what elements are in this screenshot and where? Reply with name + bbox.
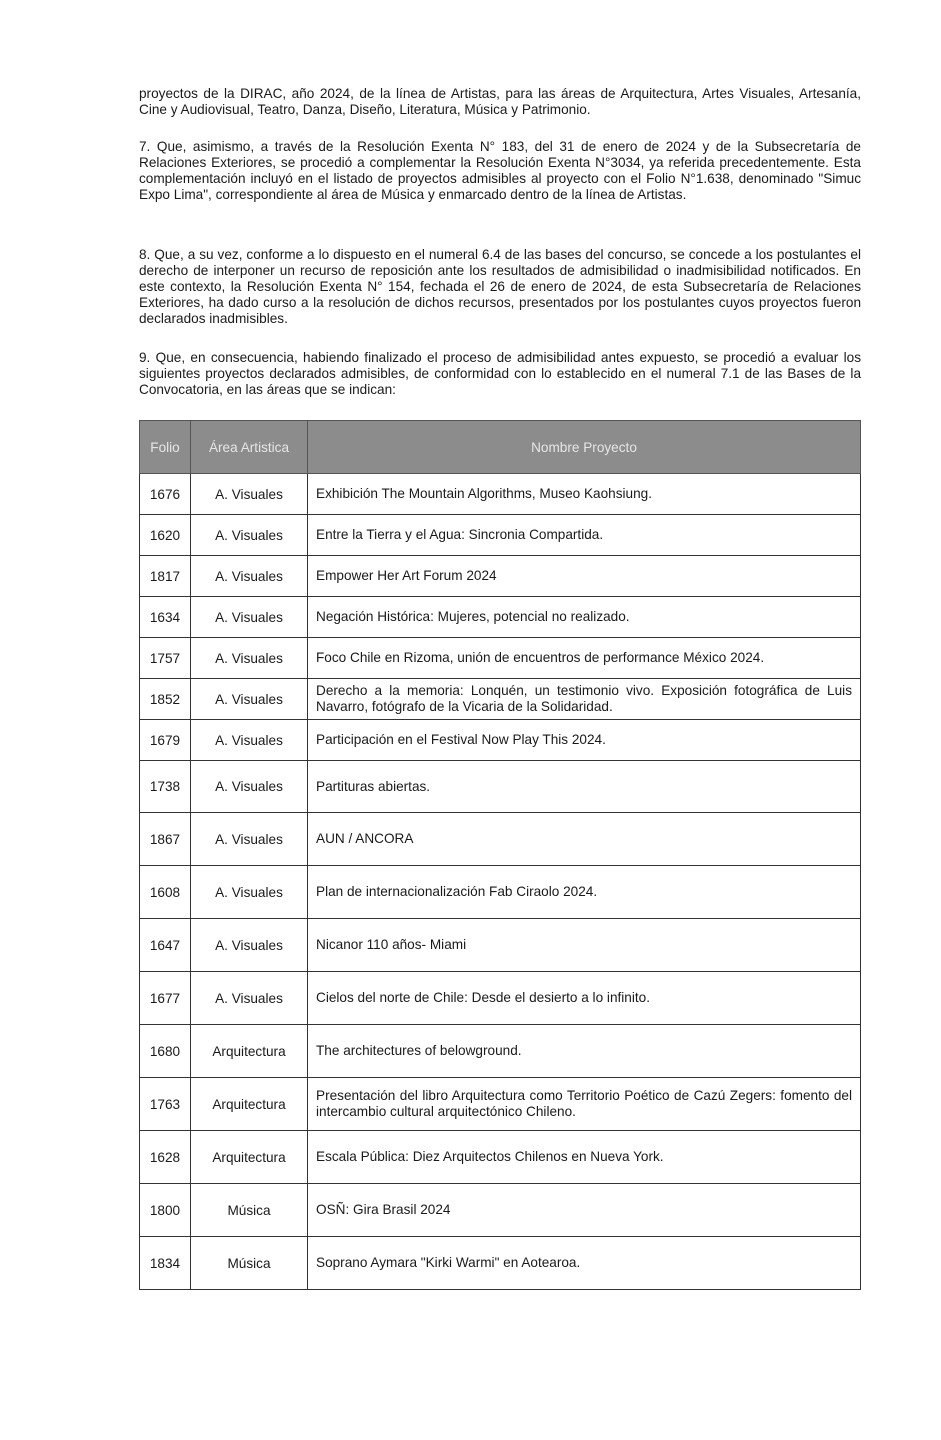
cell-project-name — [308, 720, 861, 761]
cell-folio: 1852 — [140, 679, 191, 720]
table-row — [140, 1078, 861, 1131]
project-name-text: Cielos del norte de Chile: Desde el desierto a lo infinito. — [316, 990, 650, 1005]
cell-folio: 1620 — [140, 515, 191, 556]
project-name-text: Entre la Tierra y el Agua: Sincronia Compartida. — [316, 527, 604, 542]
cell-folio: 1634 — [140, 597, 191, 638]
cell-project-name — [308, 556, 861, 597]
cell-area: A. Visuales — [191, 919, 308, 972]
table-row — [140, 679, 861, 720]
cell-project-name — [308, 679, 861, 720]
cell-folio: 1647 — [140, 919, 191, 972]
paragraph-continuation: proyectos de la DIRAC, año 2024, de la línea de Artistas, para las áreas de Arquitectura, Artes Visuales, Artesanía, Cine y Audiovisual, Teatro, Danza, Diseño, Literatura, Música y Patrimonio. — [139, 86, 861, 117]
header-area: Área Artistica — [191, 421, 308, 474]
cell-project-name — [308, 1184, 861, 1237]
cell-folio: 1817 — [140, 556, 191, 597]
cell-folio: 1608 — [140, 866, 191, 919]
cell-folio: 1800 — [140, 1184, 191, 1237]
project-name-text: Derecho a la memoria: Lonquén, un testimonio vivo. Exposición fotográfica de Luis Navarro, fotógrafo de la Vicaria de la Solidaridad. — [316, 683, 852, 714]
cell-area: Arquitectura — [191, 1131, 308, 1184]
table-row — [140, 919, 861, 972]
table-row — [140, 972, 861, 1025]
cell-project-name — [308, 474, 861, 515]
cell-area: Música — [191, 1184, 308, 1237]
cell-project-name — [308, 866, 861, 919]
table-header-row — [140, 421, 861, 474]
cell-area: A. Visuales — [191, 474, 308, 515]
project-name-text: Escala Pública: Diez Arquitectos Chilenos en Nueva York. — [316, 1149, 664, 1164]
paragraph-8: 8. Que, a su vez, conforme a lo dispuesto en el numeral 6.4 de las bases del concurso, se concede a los postulantes el derecho de interponer un recurso de reposición ante los resultados de admisibilidad o inadmisibilidad notificados. En este contexto, la Resolución Exenta N° 154, fechada el 26 de enero de 2024, de esta Subsecretaría de Relaciones Exteriores, ha dado curso a la resolución de dichos recursos, presentados por los postulantes cuyos proyectos fueron declarados inadmisibles. — [139, 247, 861, 326]
table-row — [140, 761, 861, 813]
cell-project-name — [308, 919, 861, 972]
project-name-text: Participación en el Festival Now Play This 2024. — [316, 732, 606, 747]
cell-folio: 1867 — [140, 813, 191, 866]
project-name-text: Presentación del libro Arquitectura como Territorio Poético de Cazú Zegers: fomento del intercambio cultural arquitectónico Chileno. — [316, 1088, 852, 1119]
paragraph-7: 7. Que, asimismo, a través de la Resolución Exenta N° 183, del 31 de enero de 2024 y de la Subsecretaría de Relaciones Exteriores, se procedió a complementar la Resolución Exenta N°3034, ya referida precedentemente. Esta complementación incluyó en el listado de proyectos admisibles al proyecto con el Folio N°1.638, denominado "Simuc Expo Lima", correspondiente al área de Música y enmarcado dentro de la línea de Artistas. — [139, 139, 861, 202]
projects-table — [139, 420, 861, 1290]
project-name-text: Exhibición The Mountain Algorithms, Museo Kaohsiung. — [316, 486, 653, 501]
cell-folio: 1763 — [140, 1078, 191, 1131]
cell-area: A. Visuales — [191, 813, 308, 866]
cell-project-name — [308, 761, 861, 813]
table-row — [140, 474, 861, 515]
cell-folio: 1680 — [140, 1025, 191, 1078]
header-folio: Folio — [140, 421, 191, 474]
table-row — [140, 515, 861, 556]
cell-project-name — [308, 1237, 861, 1290]
cell-area: A. Visuales — [191, 515, 308, 556]
paragraph-9: 9. Que, en consecuencia, habiendo finalizado el proceso de admisibilidad antes expuesto, se procedió a evaluar los siguientes proyectos declarados admisibles, de conformidad con lo establecido en el numeral 7.1 de las Bases de la Convocatoria, en las áreas que se indican: — [139, 350, 861, 397]
cell-area: Arquitectura — [191, 1078, 308, 1131]
table-row — [140, 813, 861, 866]
cell-project-name — [308, 813, 861, 866]
cell-area: A. Visuales — [191, 556, 308, 597]
cell-project-name — [308, 1131, 861, 1184]
cell-area: A. Visuales — [191, 720, 308, 761]
cell-area: A. Visuales — [191, 638, 308, 679]
cell-area: A. Visuales — [191, 597, 308, 638]
cell-folio: 1757 — [140, 638, 191, 679]
project-name-text: Negación Histórica: Mujeres, potencial no realizado. — [316, 609, 630, 624]
cell-folio: 1738 — [140, 761, 191, 813]
table-row — [140, 556, 861, 597]
project-name-text: Partituras abiertas. — [316, 778, 431, 794]
table-row — [140, 720, 861, 761]
project-name-text: AUN / ANCORA — [316, 831, 414, 846]
table-row — [140, 866, 861, 919]
cell-area: A. Visuales — [191, 972, 308, 1025]
cell-area: Arquitectura — [191, 1025, 308, 1078]
table-row — [140, 1237, 861, 1290]
table-row — [140, 638, 861, 679]
cell-folio: 1834 — [140, 1237, 191, 1290]
table-row — [140, 1184, 861, 1237]
header-project-name: Nombre Proyecto — [308, 421, 861, 474]
cell-project-name — [308, 1025, 861, 1078]
project-name-text: Plan de internacionalización Fab Ciraolo 2024. — [316, 884, 598, 899]
cell-area: A. Visuales — [191, 866, 308, 919]
project-name-text: Nicanor 110 años- Miami — [316, 937, 467, 952]
cell-area: A. Visuales — [191, 761, 308, 813]
cell-project-name — [308, 597, 861, 638]
table-row — [140, 597, 861, 638]
project-name-text: OSÑ: Gira Brasil 2024 — [316, 1202, 451, 1217]
cell-folio: 1628 — [140, 1131, 191, 1184]
table-row — [140, 1131, 861, 1184]
cell-project-name — [308, 638, 861, 679]
cell-area: A. Visuales — [191, 679, 308, 720]
project-name-text: Foco Chile en Rizoma, unión de encuentros de performance México 2024. — [316, 650, 765, 665]
cell-folio: 1677 — [140, 972, 191, 1025]
cell-folio: 1676 — [140, 474, 191, 515]
table-row — [140, 1025, 861, 1078]
cell-project-name — [308, 972, 861, 1025]
project-name-text: The architectures of belowground. — [316, 1043, 522, 1058]
cell-project-name — [308, 1078, 861, 1131]
cell-area: Música — [191, 1237, 308, 1290]
cell-folio: 1679 — [140, 720, 191, 761]
cell-project-name — [308, 515, 861, 556]
project-name-text: Soprano Aymara "Kirki Warmi" en Aotearoa. — [316, 1255, 581, 1270]
project-name-text: Empower Her Art Forum 2024 — [316, 568, 497, 583]
